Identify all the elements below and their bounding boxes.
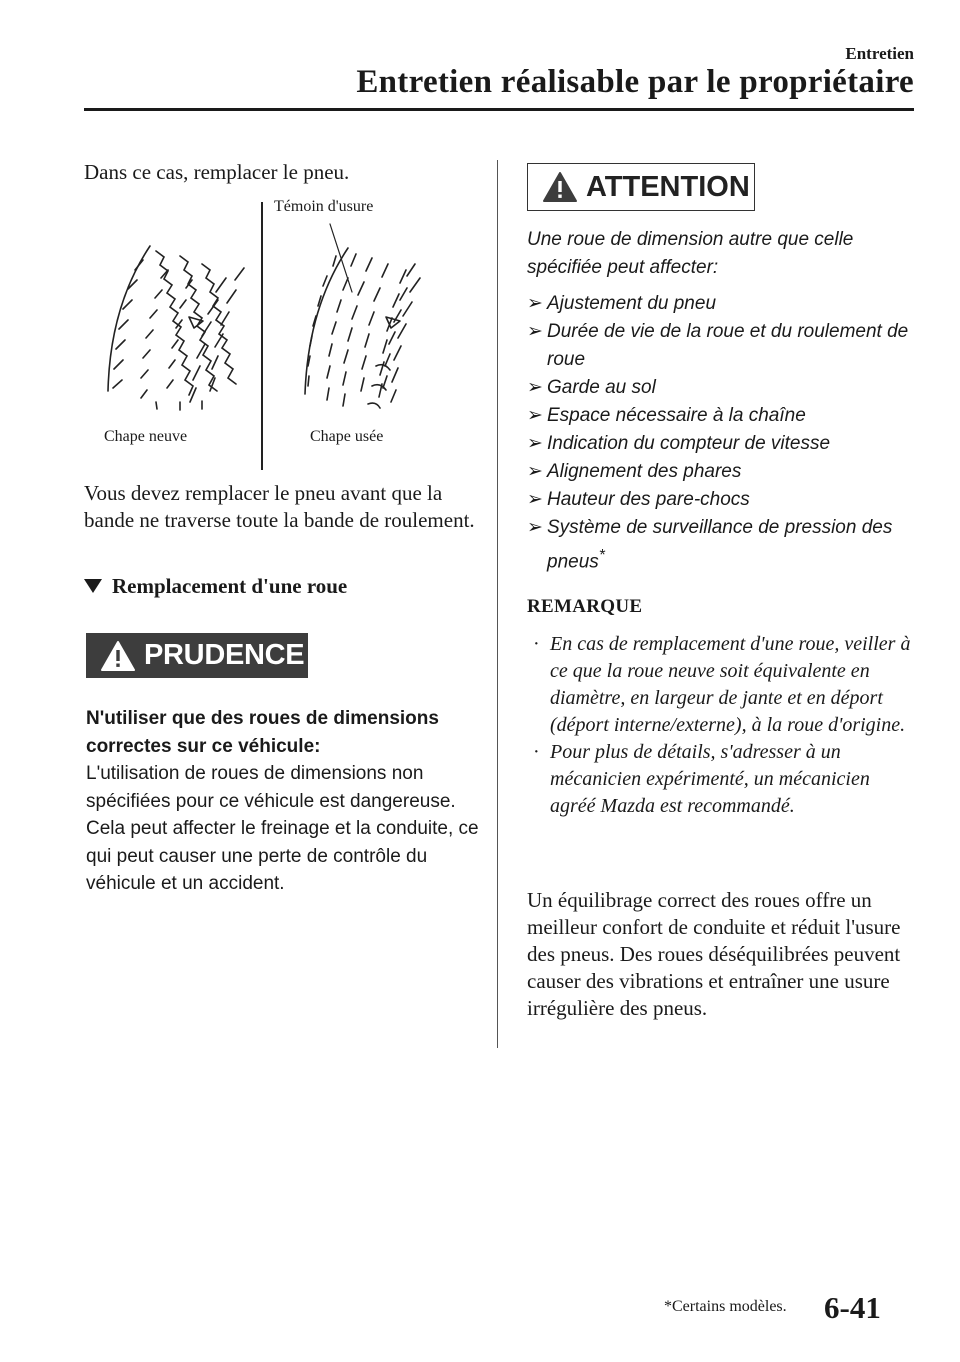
footnote: *Certains modèles. [664,1298,787,1315]
attention-intro: Une roue de dimension autre que celle spécifiée peut affecter: [527,229,854,278]
remarque-list [527,631,917,820]
arrow-bullet-icon: ➢ [527,321,543,342]
new-tread-label: Chape neuve [104,428,188,445]
arrow-bullet-icon: ➢ [527,293,543,314]
prudence-body: L'utilisation de roues de dimensions non spécifiées pour ce véhicule est dangereuse. Cela peut affecter le freinage et la conduite, ce qui peut causer une perte de contrôle du véhicule et un accident. [86,763,479,894]
worn-tread-label: Chape usée [310,428,384,445]
prudence-label: PRUDENCE [144,639,305,671]
list-item: ➢ Garde au sol [527,374,917,402]
header-section: Entretien [845,44,914,63]
attention-list [527,290,917,576]
list-item: ➢ Alignement des phares [527,458,917,486]
list-item: ➢ Espace nécessaire à la chaîne [527,402,917,430]
arrow-bullet-icon: ➢ [527,377,543,398]
replace-tire-paragraph: Vous devez remplacer le pneu avant que la bande ne traverse toute la bande de roulement. [84,481,475,532]
prudence-badge [86,633,308,678]
remarque-title: REMARQUE [527,596,643,617]
arrow-bullet-icon: ➢ [527,489,543,510]
footnote-mark: * [598,547,605,564]
triangle-down-icon [84,579,102,593]
section-heading-text: Remplacement d'une roue [112,574,348,598]
list-item: ➢ Système de surveillance de pression des pneus* [527,514,917,576]
dot-bullet: · [533,633,540,655]
attention-label: ATTENTION [586,170,750,203]
new-tread-blocks [113,251,244,410]
list-item: ➢ Hauteur des pare-chocs [527,486,917,514]
section-heading [84,574,347,599]
prudence-bold-line: N'utiliser que des roues de dimensions correctes sur ce véhicule: [86,708,439,757]
list-item: · En cas de remplacement d'une roue, veiller à ce que la roue neuve soit équivalente en diamètre, en largeur de jante et en déport (déport interne/externe), à la roue d'origine. [533,633,911,736]
list-item: ➢ Indication du compteur de vitesse [527,430,917,458]
attention-badge [527,163,755,211]
arrow-bullet-icon: ➢ [527,405,543,426]
arrow-bullet-icon: ➢ [527,461,543,482]
prudence-text [86,705,486,898]
warning-triangle-icon [100,640,136,672]
arrow-bullet-icon: ➢ [527,433,543,454]
dot-bullet: · [533,741,540,763]
page-number: 6-41 [824,1290,881,1325]
list-item: · Pour plus de détails, s'adresser à un mécanicien expérimenté, un mécanicien agréé Mazda est recommandé. [533,741,870,817]
tread-wear-figure [90,196,480,476]
worn-tread-marks [308,254,420,408]
warning-triangle-icon [542,171,578,203]
intro-text: Dans ce cas, remplacer le pneu. [84,160,350,184]
wear-indicator-label: Témoin d'usure [274,198,374,215]
list-item: ➢ Durée de vie de la roue et du roulement de roue [527,318,917,374]
list-item: ➢ Ajustement du pneu [527,290,917,318]
arrow-bullet-icon: ➢ [527,517,543,538]
column-divider [497,160,498,1048]
header-rule [84,108,914,111]
balancing-paragraph: Un équilibrage correct des roues offre un meilleur confort de conduite et réduit l'usure des pneus. Des roues déséquilibrées peuvent causer des vibrations et entraîner une usure irrégulière des pneus. [527,888,901,1020]
page-title: Entretien réalisable par le propriétaire [356,64,914,100]
